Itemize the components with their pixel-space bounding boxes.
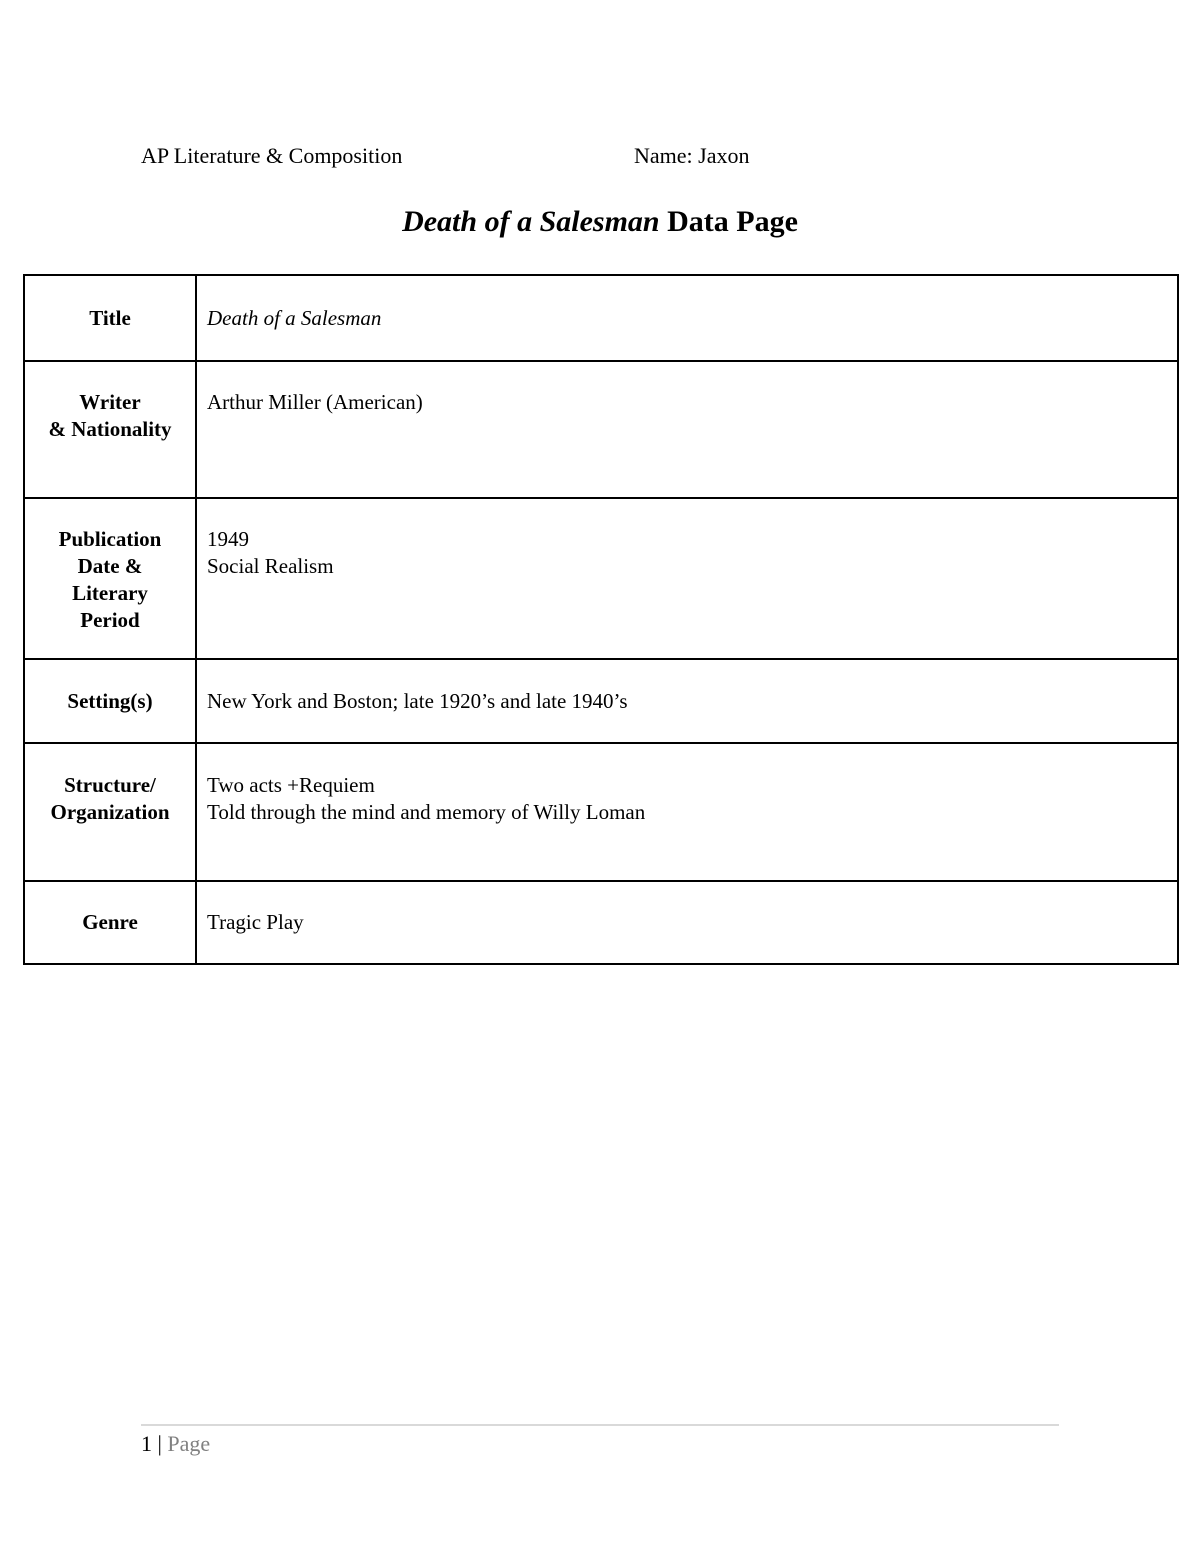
- row-label-line: & Nationality: [48, 417, 172, 441]
- row-label: [24, 361, 196, 498]
- table-row-publication: [24, 498, 1178, 659]
- table-row-structure: [24, 743, 1178, 881]
- page-number: 1: [141, 1431, 152, 1456]
- row-value: [196, 743, 1178, 881]
- student-name: Name: Jaxon: [634, 143, 750, 168]
- row-label-line: Organization: [50, 800, 170, 824]
- row-label: [24, 881, 196, 964]
- footer-page-label: Page: [167, 1431, 211, 1456]
- row-value: [196, 275, 1178, 361]
- page-title-suffix: Data Page: [659, 205, 798, 238]
- row-value-line: Arthur Miller (American): [207, 390, 423, 414]
- course-name: AP Literature & Composition: [141, 143, 403, 168]
- row-label-line: Title: [89, 305, 131, 330]
- row-label: [24, 275, 196, 361]
- row-value-line: 1949: [207, 527, 249, 551]
- row-value-line: New York and Boston; late 1920’s and late 1940’s: [207, 688, 628, 713]
- row-label-line: Writer: [79, 390, 141, 414]
- row-label-line: Date &: [77, 554, 143, 578]
- row-value: [196, 659, 1178, 743]
- row-value-line: Tragic Play: [207, 910, 304, 934]
- page-title-work: Death of a Salesman: [402, 205, 660, 238]
- data-table: [23, 274, 1179, 965]
- row-label-line: Literary: [72, 581, 148, 605]
- row-value-line: Social Realism: [207, 554, 334, 578]
- row-label-line: Structure/: [64, 773, 156, 797]
- footer-separator: |: [157, 1431, 162, 1456]
- row-value: [196, 498, 1178, 659]
- row-value: [196, 361, 1178, 498]
- row-label: [24, 659, 196, 743]
- row-label-line: Genre: [82, 910, 138, 934]
- row-label: [24, 498, 196, 659]
- row-label-line: Period: [80, 608, 140, 632]
- footer-divider: [141, 1424, 1059, 1426]
- row-value-line: Death of a Salesman: [207, 305, 382, 330]
- row-value: [196, 881, 1178, 964]
- table-row-writer: [24, 361, 1178, 498]
- table-row-genre: [24, 881, 1178, 964]
- table-row-setting: [24, 659, 1178, 743]
- row-label: [24, 743, 196, 881]
- row-label-line: Publication: [58, 527, 162, 551]
- page-footer: [141, 1431, 210, 1457]
- row-value-line: Two acts +Requiem: [207, 773, 375, 797]
- row-value-line: Told through the mind and memory of Willy Loman: [207, 800, 646, 824]
- page-title: [0, 204, 1200, 240]
- table-row-title: [24, 275, 1178, 361]
- row-label-line: Setting(s): [67, 688, 153, 713]
